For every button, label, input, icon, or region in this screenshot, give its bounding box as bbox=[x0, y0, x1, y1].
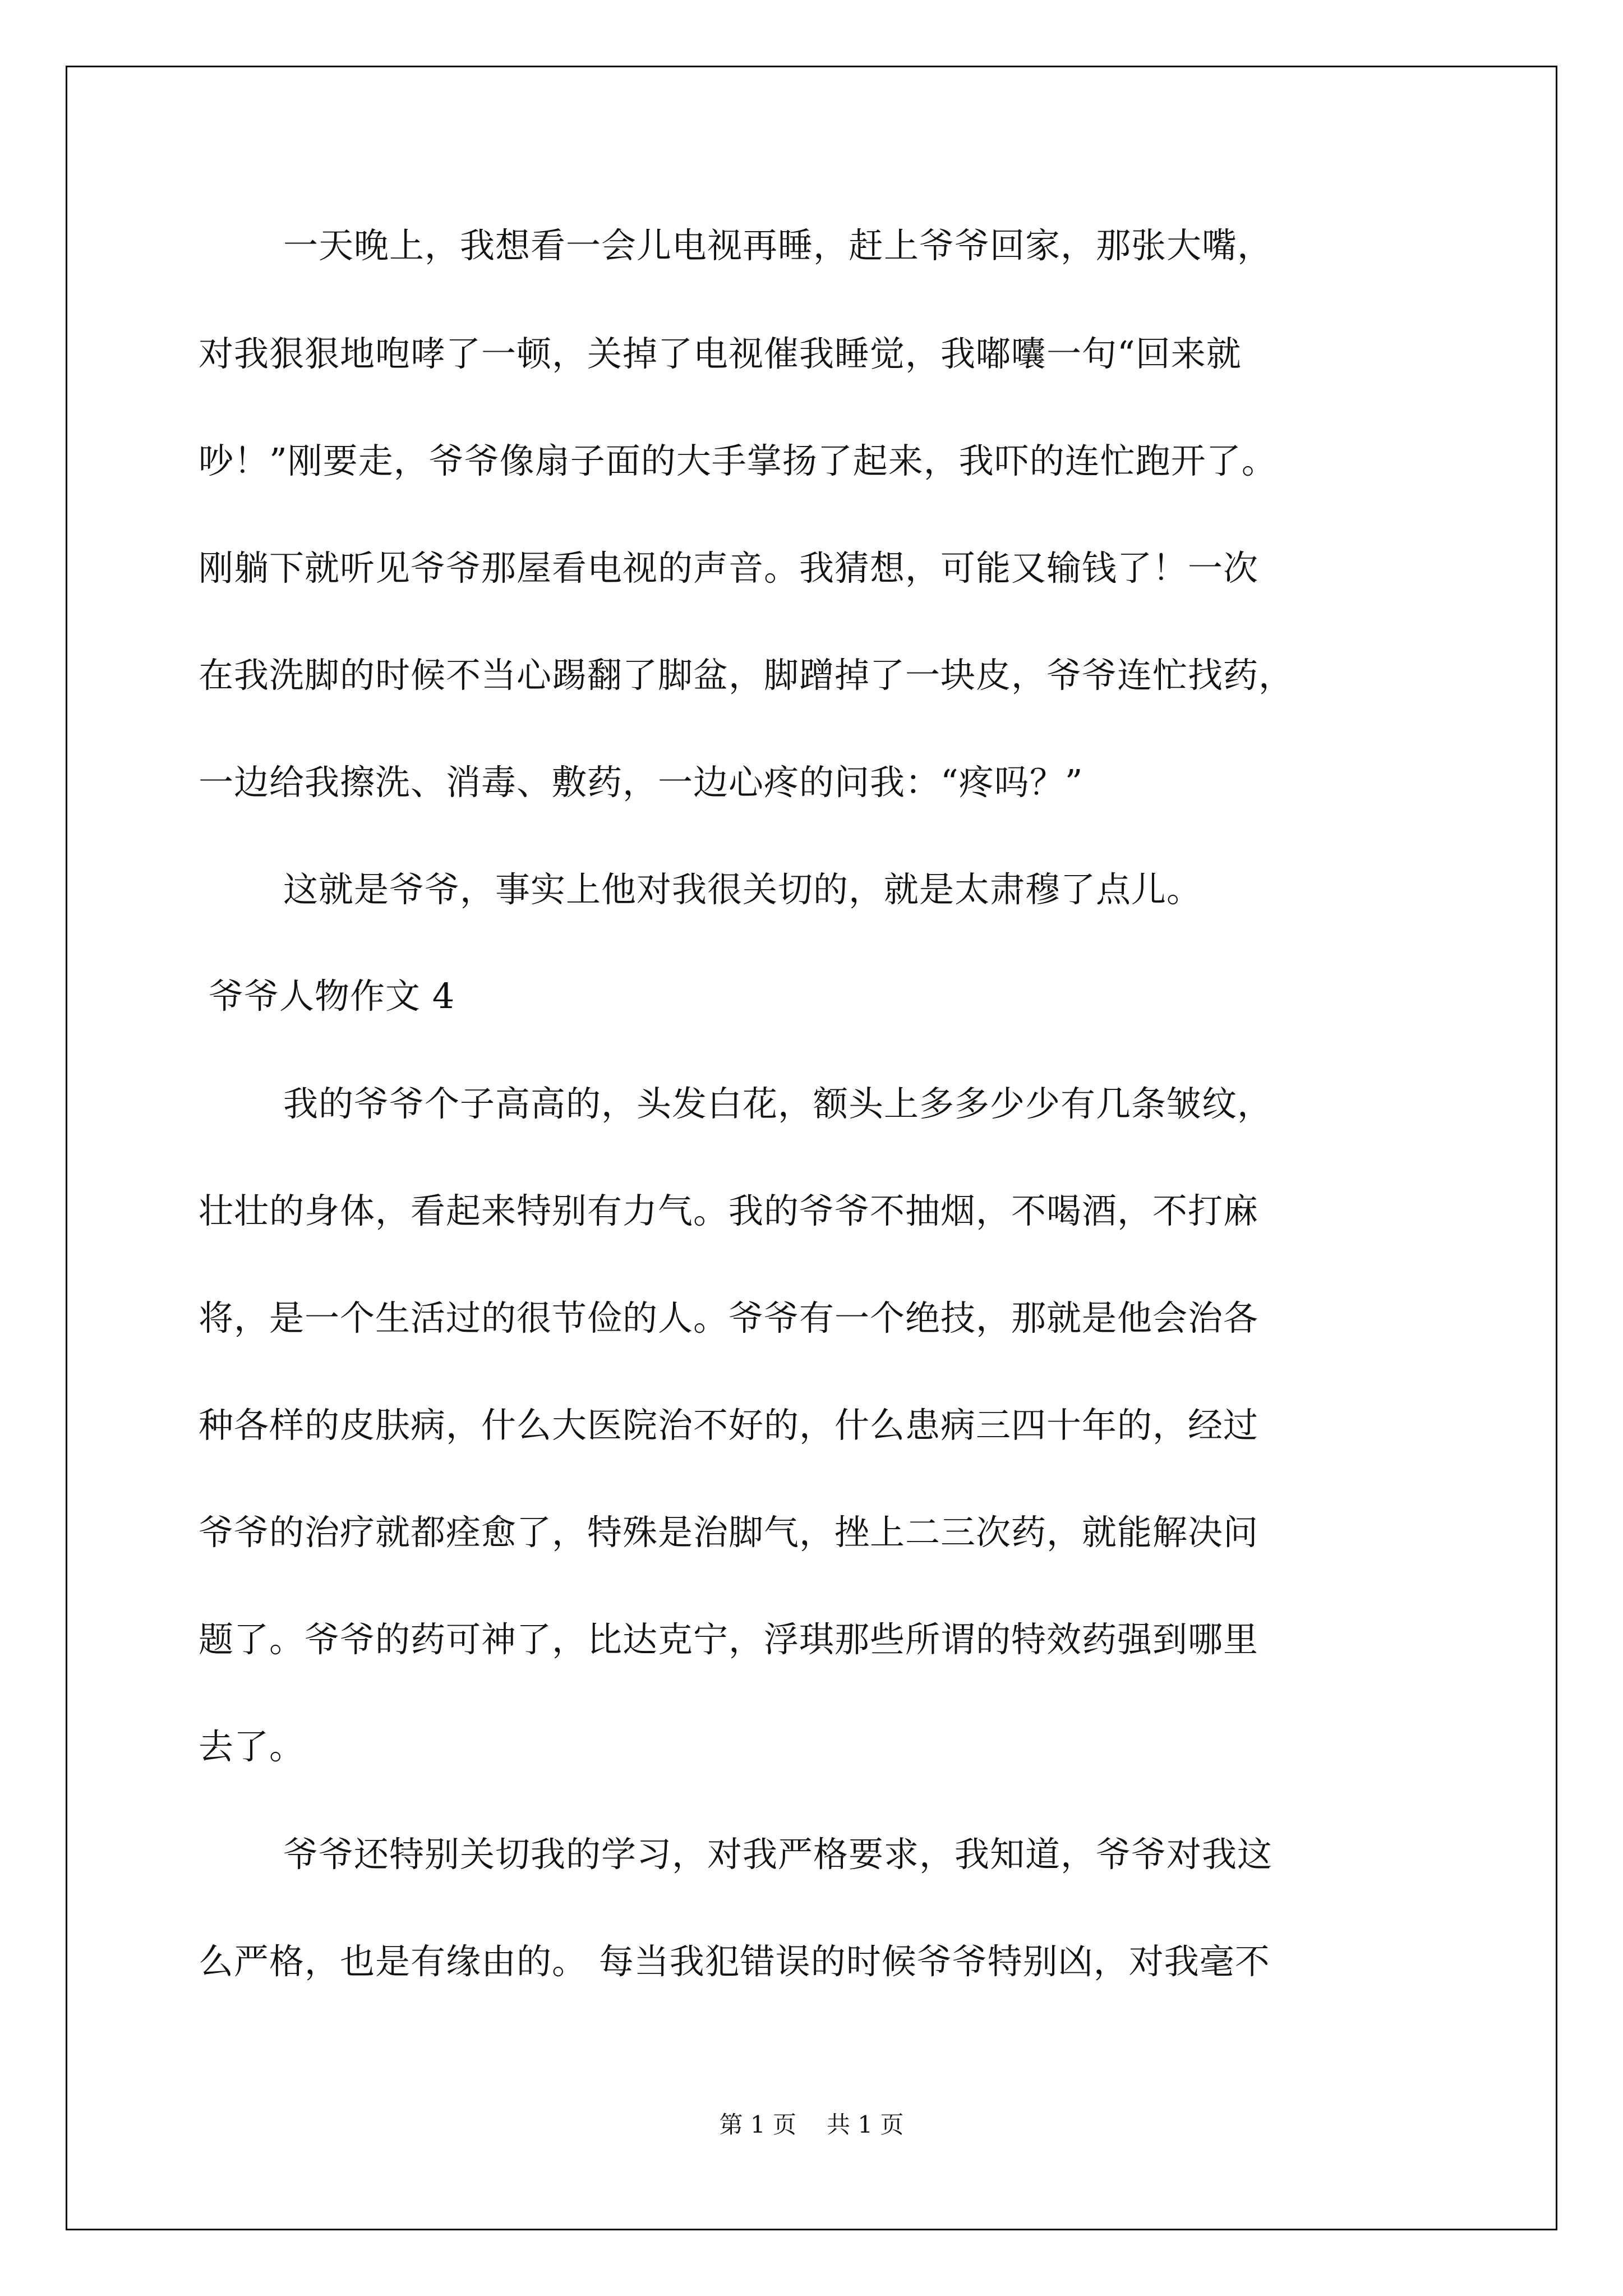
section-heading: 爷爷人物作文 4 bbox=[209, 976, 455, 1016]
paragraph-3-line-3: 将，是一个生活过的很节俭的人。爷爷有一个绝技，那就是他会治各 bbox=[199, 1297, 1259, 1338]
paragraph-1-line-1: 一天晚上，我想看一会儿电视再睡，赶上爷爷回家，那张大嘴， bbox=[283, 225, 1273, 266]
page-border bbox=[66, 66, 1557, 2230]
paragraph-1-line-3: 吵！”刚要走，爷爷像扇子面的大手掌扬了起来，我吓的连忙跑开了。 bbox=[199, 440, 1277, 481]
paragraph-3-line-6: 题了。爷爷的药可神了，比达克宁，浮琪那些所谓的特效药强到哪里 bbox=[199, 1619, 1259, 1660]
page-number-total: 共 1 页 bbox=[827, 2111, 904, 2138]
paragraph-2-line-1: 这就是爷爷，事实上他对我很关切的，就是太肃穆了点儿。 bbox=[283, 869, 1202, 910]
paragraph-1-line-6: 一边给我擦洗、消毒、敷药，一边心疼的问我：“疼吗？” bbox=[199, 762, 1083, 803]
paragraph-3-line-7: 去了。 bbox=[199, 1726, 305, 1767]
paragraph-3-line-1: 我的爷爷个子高高的，头发白花，额头上多多少少有几条皱纹， bbox=[283, 1083, 1273, 1124]
page-number-current: 第 1 页 bbox=[719, 2111, 796, 2138]
page-footer bbox=[0, 2108, 1623, 2142]
paragraph-1-line-4: 刚躺下就听见爷爷那屋看电视的声音。我猜想，可能又输钱了！一次 bbox=[199, 547, 1259, 588]
paragraph-3-line-5: 爷爷的治疗就都痊愈了，特殊是治脚气，挫上二三次药，就能解决问 bbox=[199, 1512, 1259, 1553]
paragraph-4-line-1: 爷爷还特别关切我的学习，对我严格要求，我知道，爷爷对我这 bbox=[283, 1834, 1273, 1875]
paragraph-4-line-2: 么严格，也是有缘由的。 每当我犯错误的时候爷爷特别凶，对我毫不 bbox=[199, 1941, 1270, 1982]
paragraph-1-line-5: 在我洗脚的时候不当心踢翻了脚盆，脚蹭掉了一块皮，爷爷连忙找药， bbox=[199, 655, 1294, 696]
paragraph-3-line-2: 壮壮的身体，看起来特别有力气。我的爷爷不抽烟，不喝酒，不打麻 bbox=[199, 1190, 1259, 1231]
paragraph-3-line-4: 种各样的皮肤病，什么大医院治不好的，什么患病三四十年的，经过 bbox=[199, 1405, 1259, 1446]
paragraph-1-line-2: 对我狠狠地咆哮了一顿，关掉了电视催我睡觉，我嘟囔一句“回来就 bbox=[199, 333, 1242, 374]
